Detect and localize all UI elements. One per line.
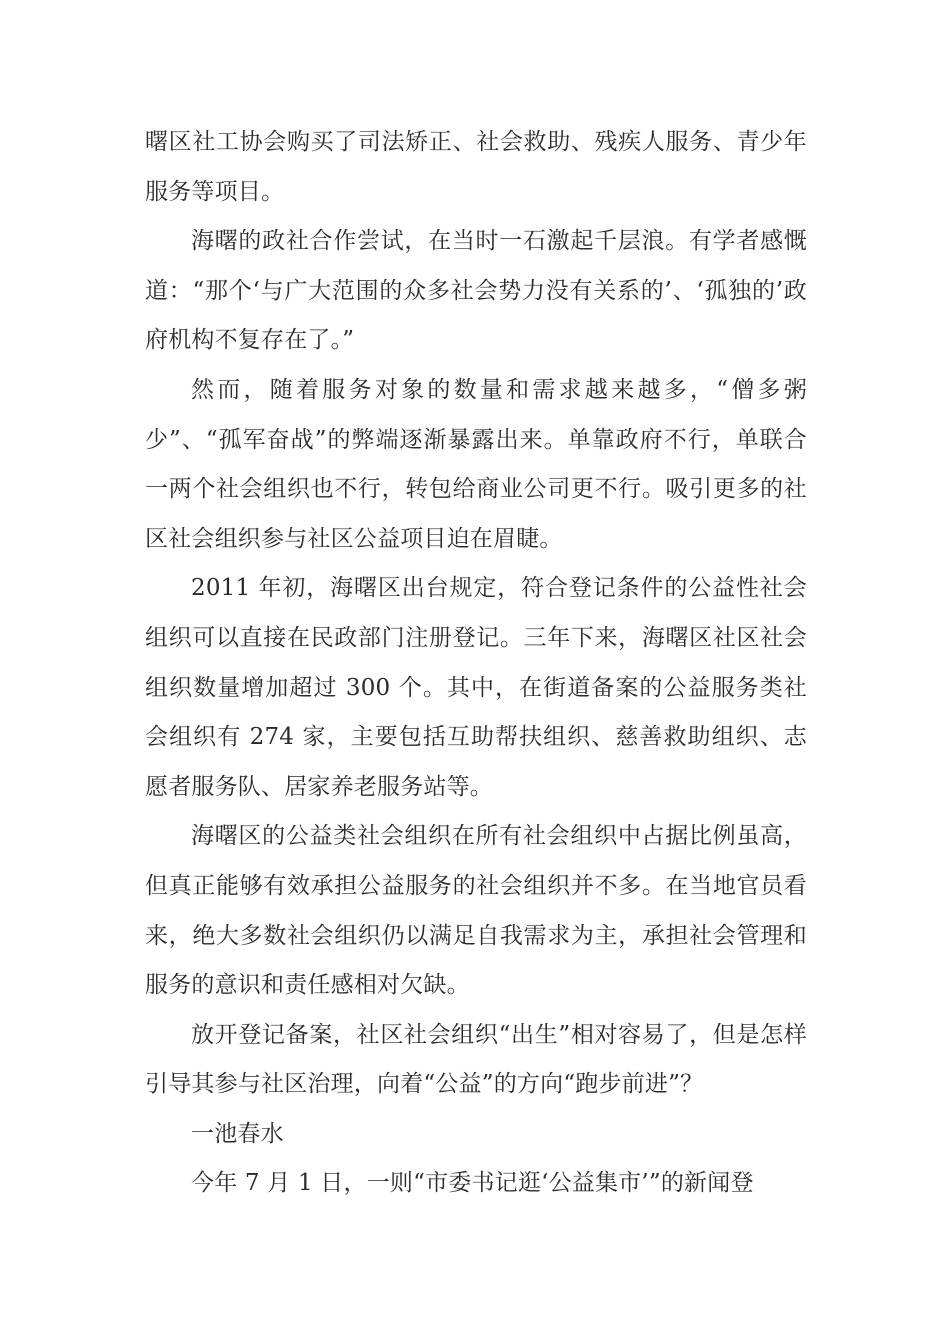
section-heading: 一池春水 [191,1120,284,1147]
document-body [145,118,807,1209]
paragraph-continued: 曙区社工协会购买了司法矫正、社会救助、残疾人服务、青少年服务等项目。 [145,129,807,205]
paragraph: 海曙的政社合作尝试，在当时一石激起千层浪。有学者感慨道：“那个‘与广大范围的众多社会势力没有关系的’、‘孤独的’政府机构不复存在了。” [145,228,807,354]
paragraph: 然而，随着服务对象的数量和需求越来越多，“僧多粥少”、“孤军奋战”的弊端逐渐暴露出来。单靠政府不行，单联合一两个社会组织也不行，转包给商业公司更不行。吸引更多的社区社会组织参与社区公益项目迫在眉睫。 [145,376,807,552]
paragraph: 今年 7 月 1 日，一则“市委书记逛‘公益集市’”的新闻登 [191,1170,754,1197]
paragraph: 海曙区的公益类社会组织在所有社会组织中占据比例虽高，但真正能够有效承担公益服务的社会组织并不多。在当地官员看来，绝大多数社会组织仍以满足自我需求为主，承担社会管理和服务的意识和责任感相对欠缺。 [145,823,807,999]
paragraph: 放开登记备案，社区社会组织“出生”相对容易了，但是怎样引导其参与社区治理，向着“公益”的方向“跑步前进”？ [145,1021,807,1098]
paragraph: 2011 年初，海曙区出台规定，符合登记条件的公益性社会组织可以直接在民政部门注册登记。三年下来，海曙区社区社会组织数量增加超过 300 个。其中，在街道备案的公益服务类社会组织有 274 家，主要包括互助帮扶组织、慈善救助组织、志愿者服务队、居家养老服务站等。 [145,575,807,800]
